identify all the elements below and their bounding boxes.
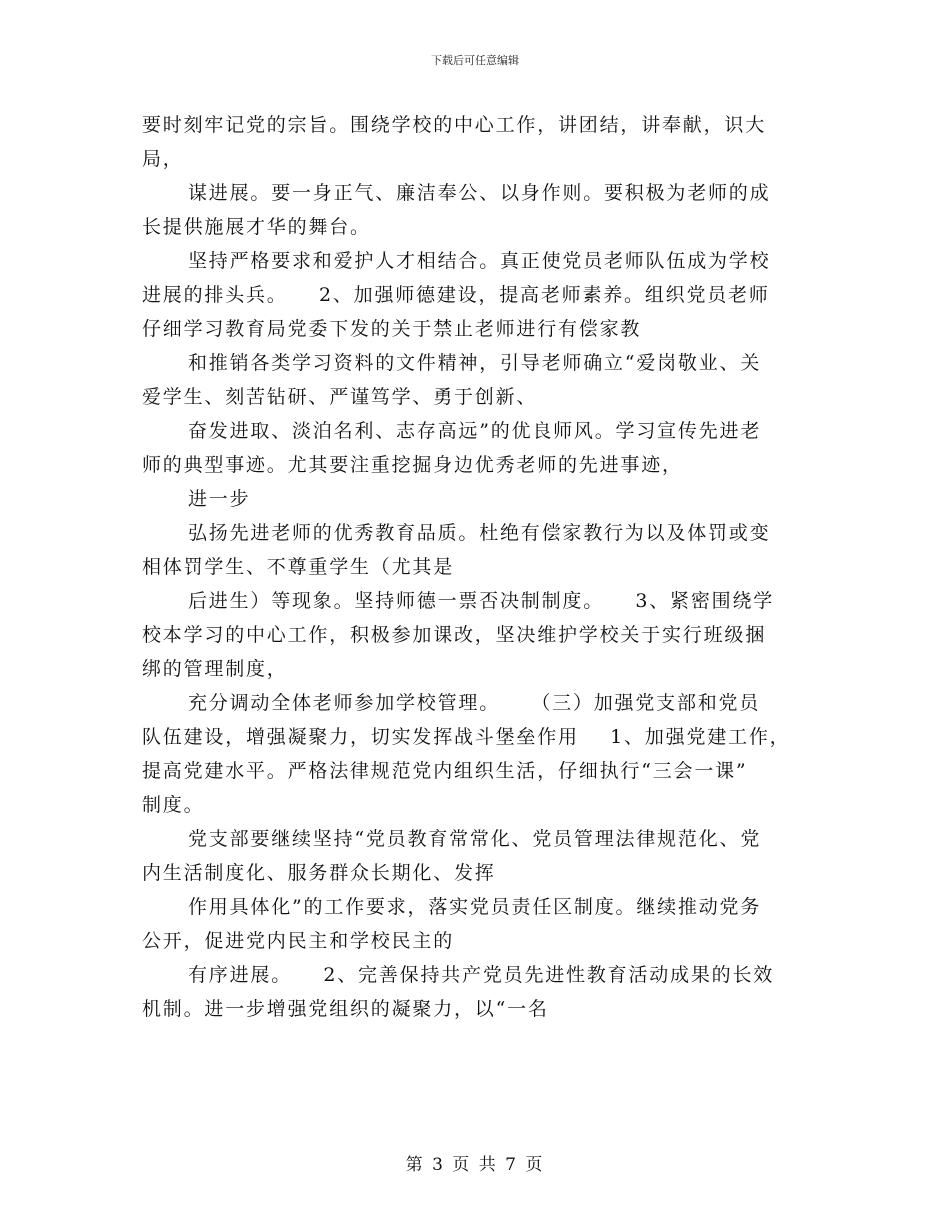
- page-header: 下载后可任意编辑: [431, 54, 519, 67]
- text-line: 党支部要继续坚持“党员教育常常化、党员管理法律规范化、党: [188, 828, 762, 850]
- text-line: 提高党建水平。严格法律规范党内组织生活，仔细执行“三会一课”: [142, 760, 748, 782]
- text-line: 制度。: [142, 794, 205, 816]
- text-line: 坚持严格要求和爱护人才相结合。真正使党员老师队伍成为学校: [188, 250, 771, 272]
- text-line: 后进生）等现象。坚持师德一票否决制制度。 3、紧密围绕学: [188, 590, 775, 612]
- text-line: 进展的排头兵。 2、加强师德建设，提高老师素养。组织党员老师: [142, 284, 770, 306]
- text-line: 仔细学习教育局党委下发的关于禁止老师进行有偿家教: [142, 318, 642, 340]
- text-line: 公开，促进党内民主和学校民主的: [142, 930, 455, 952]
- page-footer: 第 3 页 共 7 页: [405, 1155, 545, 1175]
- text-line: 奋发进取、淡泊名利、志存高远”的优良师风。学习宣传先进老: [188, 420, 762, 442]
- text-line: 机制。进一步增强党组织的凝聚力，以“一名: [142, 998, 549, 1020]
- text-line: 长提供施展才华的舞台。: [142, 216, 371, 238]
- text-line: 要时刻牢记党的宗旨。围绕学校的中心工作，讲团结，讲奉献，识大: [142, 114, 767, 136]
- text-line: 校本学习的中心工作，积极参加课改，坚决维护学校关于实行班级捆: [142, 624, 767, 646]
- text-line: 绑的管理制度，: [142, 658, 288, 680]
- text-line: 师的典型事迹。尤其要注重挖掘身边优秀老师的先进事迹，: [142, 454, 683, 476]
- text-line: 谋进展。要一身正气、廉洁奉公、以身作则。要积极为老师的成: [188, 182, 771, 204]
- text-line: 爱学生、刻苦钻研、严谨笃学、勇于创新、: [142, 386, 538, 408]
- text-line: 充分调动全体老师参加学校管理。 （三）加强党支部和党员: [188, 692, 761, 714]
- text-line: 局，: [142, 148, 184, 170]
- text-line: 相体罚学生、不尊重学生（尤其是: [142, 556, 455, 578]
- text-line: 和推销各类学习资料的文件精神，引导老师确立“爱岗敬业、关: [188, 352, 762, 374]
- text-line: 弘扬先进老师的优秀教育品质。杜绝有偿家教行为以及体罚或变: [188, 522, 771, 544]
- text-line: 内生活制度化、服务群众长期化、发挥: [142, 862, 496, 884]
- document-body: [142, 108, 822, 1026]
- text-line: 队伍建设，增强凝聚力，切实发挥战斗堡垒作用 1、加强党建工作，: [142, 726, 791, 748]
- text-line: 进一步: [188, 488, 251, 510]
- text-line: 作用具体化”的工作要求，落实党员责任区制度。继续推动党务: [188, 896, 762, 918]
- text-line: 有序进展。 2、完善保持共产党员先进性教育活动成果的长效: [188, 964, 775, 986]
